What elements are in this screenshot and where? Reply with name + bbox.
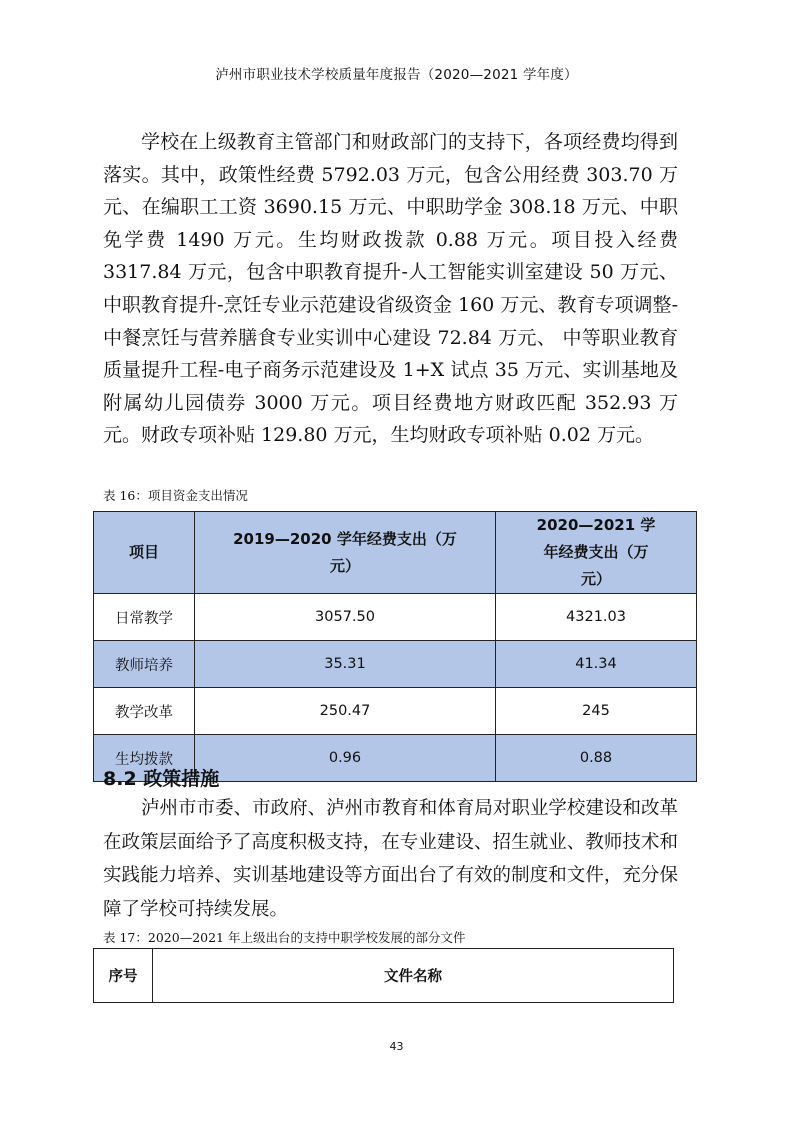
- table-16-caption: 表 16：项目资金支出情况: [103, 488, 248, 503]
- policy-paragraph: 泸州市市委、市政府、泸州市教育和体育局对职业学校建设和改革在政策层面给予了高度积极支持，在专业建设、招生就业、教师技术和实践能力培养、实训基地建设等方面出台了有效的制度和文件，充分保障了学校可持续发展。: [103, 798, 678, 920]
- cell-item: 教师培养: [94, 641, 195, 688]
- page-number: 43: [389, 1040, 404, 1053]
- page-header: 泸州市职业技术学校质量年度报告（2020—2021 学年度）: [215, 67, 578, 83]
- header-serial-number: 序号: [94, 949, 153, 1003]
- table-16: [93, 511, 697, 782]
- header-2020-2021: 2020—2021 学年经费支出（万元）: [496, 512, 697, 594]
- cell-item: 教学改革: [94, 688, 195, 735]
- cell-value: 0.88: [496, 735, 697, 782]
- cell-item: 日常教学: [94, 594, 195, 641]
- header-2019-2020: 2019—2020 学年经费支出（万元）: [195, 512, 496, 594]
- table-row: [94, 641, 697, 688]
- cell-value: 245: [496, 688, 697, 735]
- cell-item: 生均拨款: [94, 735, 195, 782]
- cell-value: 250.47: [195, 688, 496, 735]
- header-file-name: 文件名称: [153, 949, 674, 1003]
- table-17: [93, 948, 674, 1003]
- cell-value: 0.96: [195, 735, 496, 782]
- funding-paragraph: 学校在上级教育主管部门和财政部门的支持下，各项经费均得到落实。其中，政策性经费 5792.03 万元，包含公用经费 303.70 万元、在编职工工资 3690.15 万元、中职助学金 308.18 万元、中职免学费 1490 万元。生均财政拨款 0.88 万元。项目投入经费 3317.84 万元，包含中职教育提升-人工智能实训室建设 50 万元、中职教育提升-烹饪专业示范建设省级资金 160 万元、教育专项调整-中餐烹饪与营养膳食专业实训中心建设 72.84 万元、 中等职业教育质量提升工程-电子商务示范建设及 1+X 试点 35 万元、实训基地及附属幼儿园债券 3000 万元。项目经费地方财政匹配 352.93 万元。财政专项补贴 129.80 万元，生均财政专项补贴 0.02 万元。: [103, 131, 678, 447]
- table-row: [94, 688, 697, 735]
- cell-value: 4321.03: [496, 594, 697, 641]
- table-row: [94, 594, 697, 641]
- cell-value: 35.31: [195, 641, 496, 688]
- cell-value: 41.34: [496, 641, 697, 688]
- table-header-row: [94, 512, 697, 594]
- table-header-row: [94, 949, 674, 1003]
- cell-value: 3057.50: [195, 594, 496, 641]
- section-title: 8.2 政策措施: [103, 768, 220, 790]
- header-item: 项目: [94, 512, 195, 594]
- table-17-caption: 表 17：2020—2021 年上级出台的支持中职学校发展的部分文件: [103, 930, 466, 945]
